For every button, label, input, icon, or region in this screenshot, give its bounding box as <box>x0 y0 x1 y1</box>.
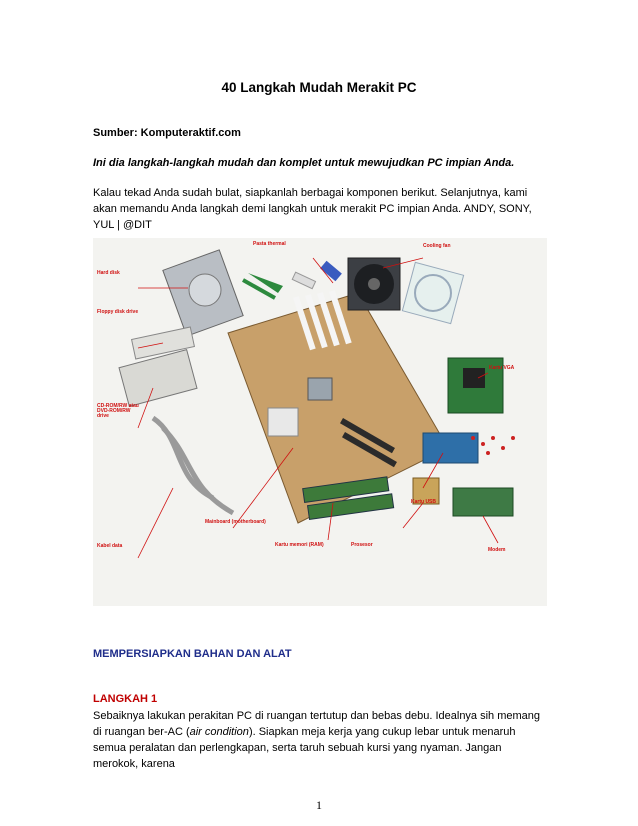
document-title: 40 Langkah Mudah Merakit PC <box>221 80 417 95</box>
callout-ram-label: Kartu memori (RAM) <box>275 542 324 548</box>
callout-usb <box>411 500 456 505</box>
callout-hard-disk <box>97 271 139 276</box>
callout-cable <box>97 544 147 549</box>
callout-cdrom-label: CD-ROM/RW atau DVD-ROM/RW drive <box>97 403 139 420</box>
callout-vga <box>489 366 534 371</box>
callout-modem-label: Modem <box>488 547 506 553</box>
callout-pasta <box>253 242 313 247</box>
page-number: 1 <box>316 798 322 812</box>
callout-mainboard <box>205 520 275 525</box>
callout-modem <box>488 548 538 553</box>
section-heading: MEMPERSIAPKAN BAHAN DAN ALAT <box>93 648 292 660</box>
components-photo <box>93 238 547 606</box>
callout-hard-disk-label: Hard disk <box>97 270 120 276</box>
step-heading: LANGKAH 1 <box>93 693 158 705</box>
callout-mainboard-label: Mainboard (motherboard) <box>205 519 266 525</box>
modem-shape <box>453 488 513 516</box>
callout-cooling <box>423 244 478 249</box>
callout-usb-label: Kartu USB <box>411 499 437 505</box>
source-line: Sumber: Komputeraktif.com <box>93 127 241 139</box>
step-body <box>93 708 548 772</box>
callout-ram <box>275 543 345 548</box>
callout-vga-label: Kartu VGA <box>489 365 515 371</box>
intro-line: Ini dia langkah-langkah mudah dan komplet untuk mewujudkan PC impian Anda. <box>93 157 515 169</box>
callout-cooling-label: Cooling fan <box>423 243 451 249</box>
usb-card-shape <box>423 433 478 463</box>
callout-floppy-label: Floppy disk drive <box>97 309 139 315</box>
components-illustration <box>93 238 547 606</box>
callout-processor <box>351 543 411 548</box>
callout-pasta-label: Pasta thermal <box>253 241 286 247</box>
step-body-italic: air condition <box>189 726 249 738</box>
intro-paragraph: Kalau tekad Anda sudah bulat, siapkanlah berbagai komponen berikut. Selanjutnya, kami akan memandu Anda langkah demi langkah untuk merakit PC impian Anda. ANDY, SONY, YUL | @DIT <box>93 187 532 231</box>
step-body-start: Sebaiknya lakukan perakitan PC di ruangan tertutup dan bebas debu. Idealnya sih memang di ruangan ber-AC ( <box>93 710 541 738</box>
callout-cdrom <box>97 404 139 420</box>
callout-processor-label: Prosesor <box>351 542 373 548</box>
callout-cable-label: Kabel data <box>97 543 123 549</box>
callout-floppy <box>97 310 139 315</box>
step-body-end: ). Siapkan meja kerja yang cukup lebar untuk menaruh semua peralatan dan perlengkapan, serta taruh sebuah kursi yang nyaman. Jangan merokok, karena <box>93 726 516 770</box>
